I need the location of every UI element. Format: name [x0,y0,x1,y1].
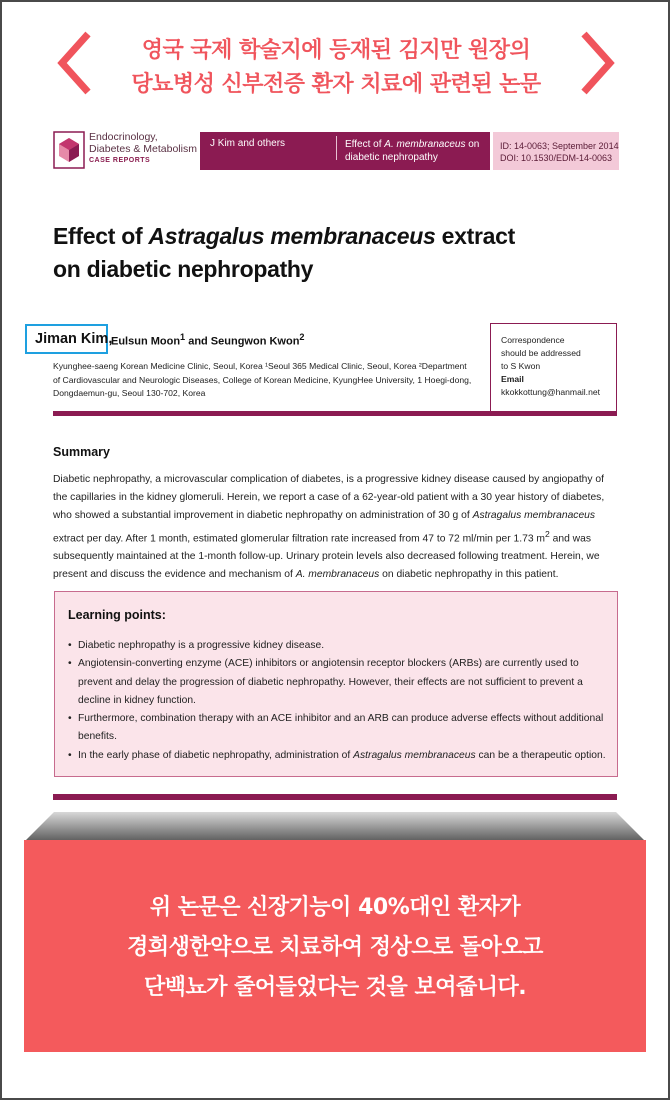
other-authors [111,332,305,348]
affiliations: Kyunghee-saeng Korean Medicine Clinic, Seoul, Korea ¹Seoul 365 Medical Clinic, Seoul, Korea ²Department of Cardiovascular and Neurologic Diseases, College of Korean Medicine, KyungHee University, 1 Hoegi-dong, Dongdaemun-gu, Seoul 130-702, Korea [53,361,472,398]
callout-line-3: 단백뇨가 줄어들었다는 것을 보여줍니다. [143,975,527,1000]
banner-line-2: 당뇨병성 신부전증 환자 치료에 관련된 논문 [131,72,541,97]
corr-line-2: should be addressed [501,348,581,358]
highlighted-first-author: Jiman Kim, [25,324,108,354]
callout-text [24,888,646,1008]
section-rule-bottom [53,794,617,800]
journal-name-line-1: Endocrinology, [89,131,158,143]
callout-box [24,840,646,1052]
summary-part-c: and was subsequently maintained at the 1-month follow-up. Urinary protein levels also decreased following treatment. Herein, we present and discuss the evidence and mechanism of [53,533,600,581]
corr-email-link[interactable]: kkokkottung@hanmail.net [501,387,601,397]
running-header-bar [200,132,490,170]
title-species: Astragalus membranaceus [148,223,436,249]
list-item [68,747,608,765]
list-item [68,710,608,747]
running-title-species: A. membranaceus [384,139,466,150]
bullet: • [68,658,72,670]
callout-shadow [24,812,646,842]
bullet: • [68,749,72,761]
running-title-prefix: Effect of [345,139,385,150]
learning-point-text: Diabetic nephropathy is a progressive kidney disease. [78,640,325,651]
affil-mark-2: 2 [299,332,305,342]
summary-text [53,471,619,584]
top-banner [2,2,668,110]
chevron-left-icon[interactable] [54,28,94,98]
running-title [345,138,479,164]
journal-name-line-2: Diabetes & Metabolism [89,143,197,155]
banner-headline [97,34,575,102]
learning-point-species: Astragalus membranaceus [353,749,476,761]
journal-name [89,131,197,167]
summary-species-1: Astragalus membranaceus [472,510,596,521]
bullet: • [68,640,72,651]
article-id: ID: 14-0063; September 2014 [500,141,619,151]
callout-line-2: 경희생한약으로 치료하여 정상으로 돌아오고 [127,935,543,960]
running-authors: J Kim and others [210,138,286,149]
author-moon: Eulsun Moon [111,335,181,348]
title-line-2: on diabetic nephropathy [53,256,314,282]
learning-point-text: In the early phase of diabetic nephropathy, administration of [78,749,354,761]
journal-logo-icon [53,130,89,170]
header-divider [336,136,337,160]
summary-species-2: A. membranaceus [295,569,380,581]
learning-point-text: Furthermore, combination therapy with an ACE inhibitor and an ARB can produce adverse effects without additional benefits. [78,713,604,743]
running-title-suffix: on [465,139,480,150]
section-rule [53,411,617,416]
corr-email-label: Email [501,374,524,384]
article-id-box [493,132,619,170]
author-kwon: and Seungwon Kwon [185,335,300,348]
summary-sup: 2 [545,529,550,539]
chevron-right-icon[interactable] [578,28,618,98]
journal-header [53,130,617,172]
callout-line-1: 위 논문은 신장기능이 40%대인 환자가 [149,895,521,920]
title-part-1: Effect of [53,223,149,249]
learning-points-heading: Learning points: [68,608,166,622]
summary-part-b: extract per day. After 1 month, estimated glomerular filtration rate increased from 47 to 72 ml/min per 1.73 m [53,533,545,545]
title-part-2: extract [435,223,515,249]
journal-series: CASE REPORTS [89,157,151,164]
summary-heading: Summary [53,445,110,459]
learning-point-text: Angiotensin-converting enzyme (ACE) inhibitors or angiotensin receptor blockers (ARBs) are currently used to prevent and delay the progression of diabetic nephropathy. However, their effects are not sufficient to prevent a decline in kidney function. [78,658,583,706]
learning-point-text-end: can be a therapeutic option. [475,749,606,761]
affil-mark-1: 1 [180,332,186,342]
list-item [68,637,608,655]
summary-part-a: Diabetic nephropathy, a microvascular complication of diabetes, is a progressive kidney disease caused by angiopathy of the capillaries in the kidney glomeruli. Herein, we report a case of a 62-year-old patient with a 30 year history of diabetes, who showed a substantial improvement in diabetic nephropathy on administration of 30 g of [53,474,605,521]
summary-part-d: on diabetic nephropathy in this patient. [379,569,559,581]
bullet: • [68,713,72,725]
running-title-line-2: diabetic nephropathy [345,152,438,163]
banner-line-1: 영국 국제 학술지에 등재된 김지만 원장의 [141,38,531,63]
article-title [53,220,593,286]
corr-line-1: Correspondence [501,335,565,345]
article-doi[interactable]: DOI: 10.1530/EDM-14-0063 [500,153,613,163]
correspondence-box [490,323,617,411]
list-item [68,655,608,710]
learning-points-list [68,637,608,765]
learning-points-box [54,591,618,777]
corr-line-3: to S Kwon [501,361,541,371]
